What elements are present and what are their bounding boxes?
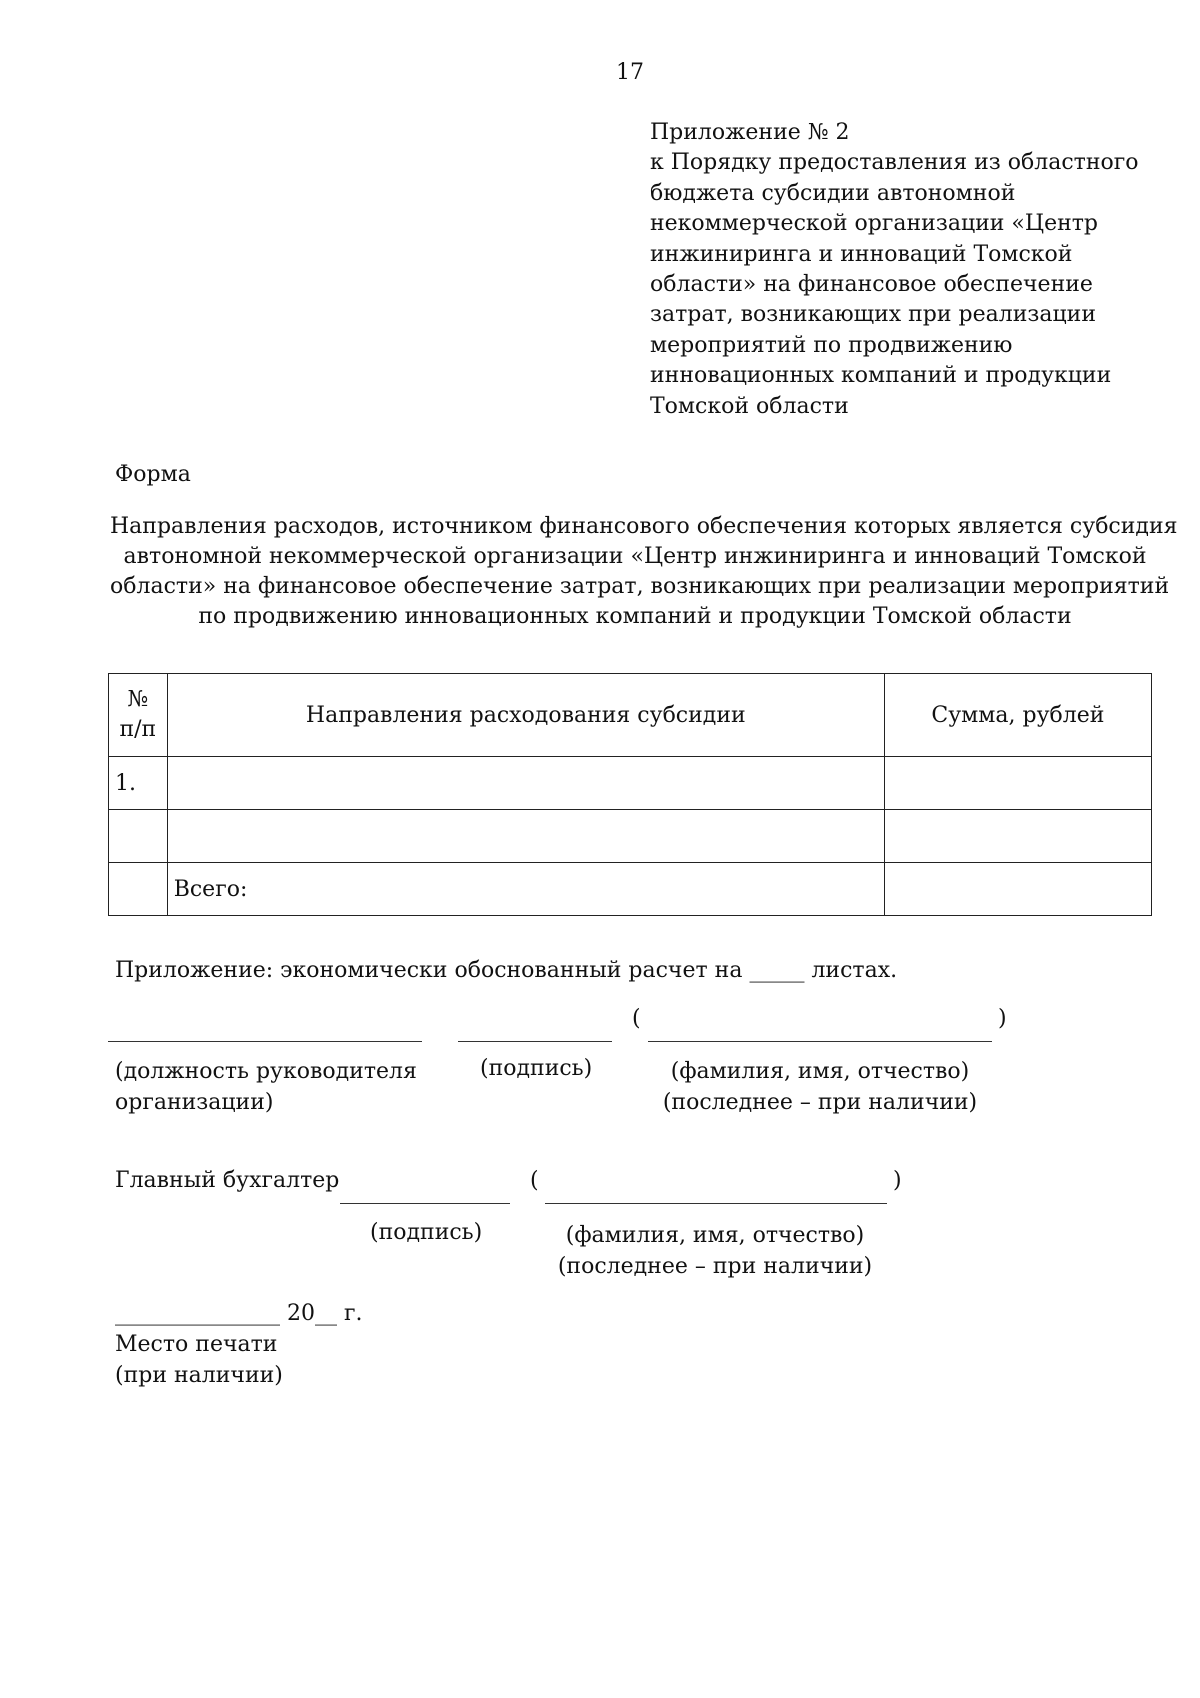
position-caption [115,1056,417,1118]
date-stamp-block [115,1298,363,1391]
date-line[interactable]: _______________ 20__ г. [115,1301,363,1326]
accountant-name-caption-line: (последнее – при наличии) [557,1254,873,1279]
form-title [110,512,1178,632]
annex-line: инновационных компаний и продукции [650,363,1112,389]
annex-line: Томской области [650,393,849,419]
header-number-symbol: № [127,687,149,712]
accountant-name-caption [555,1220,875,1282]
annex-line: некоммерческой организации «Центр [650,211,1099,237]
title-line: автономной некоммерческой организации «Центр инжиниринга и инноваций Томской [123,544,1147,569]
attachment-note [115,958,897,983]
stamp-note: (при наличии) [115,1363,283,1388]
header-number-abbr: п/п [119,717,157,742]
name-caption [660,1056,980,1118]
attachment-prefix: Приложение: экономически обоснованный расчет на [115,958,743,983]
annex-line: Приложение № 2 [650,120,850,145]
cell-number[interactable] [109,810,168,863]
accountant-label: Главный бухгалтер [115,1168,340,1193]
cell-total-sum[interactable] [884,863,1151,916]
annex-line: к Порядку предоставления из областного [650,150,1139,176]
header-number [109,674,168,757]
annex-header [650,118,1150,422]
expenses-table [108,673,1152,916]
position-caption-line: организации) [115,1090,274,1115]
title-line: области» на финансовое обеспечение затрат, возникающих при реализации мероприятий [110,574,1170,599]
header-direction: Направления расходования субсидии [167,674,884,757]
table-total-row [109,863,1152,916]
annex-line: мероприятий по продвижению [650,332,1013,358]
cell-sum[interactable] [884,757,1151,810]
name-field-line[interactable] [648,1041,992,1042]
page-number: 17 [616,60,644,85]
accountant-signature-caption: (подпись) [370,1220,483,1245]
cell-number[interactable]: 1. [109,757,168,810]
table-row [109,810,1152,863]
form-label: Форма [115,462,191,487]
table-row [109,757,1152,810]
header-sum: Сумма, рублей [884,674,1151,757]
accountant-name-caption-line: (фамилия, имя, отчество) [565,1223,865,1248]
title-line: Направления расходов, источником финансового обеспечения которых является субсидия [110,514,1178,539]
accountant-name-line[interactable] [545,1203,887,1204]
cell-direction[interactable] [167,757,884,810]
cell-number[interactable] [109,863,168,916]
name-caption-line: (фамилия, имя, отчество) [670,1059,970,1084]
signature-caption: (подпись) [480,1056,593,1081]
title-line: по продвижению инновационных компаний и продукции Томской области [198,604,1072,629]
cell-total-label: Всего: [167,863,884,916]
stamp-label: Место печати [115,1332,278,1357]
attachment-sheets-blank[interactable]: _____ [749,958,805,983]
annex-line: инжиниринга и инноваций Томской [650,241,1073,267]
close-paren: ) [998,1006,1007,1031]
attachment-suffix: листах. [811,958,898,983]
name-caption-line: (последнее – при наличии) [662,1090,978,1115]
table-header-row [109,674,1152,757]
cell-direction[interactable] [167,810,884,863]
annex-line: области» на финансовое обеспечение [650,272,1093,298]
accountant-signature-line[interactable] [340,1203,510,1204]
accountant-open-paren: ( [530,1168,539,1193]
signature-field-line[interactable] [458,1041,612,1042]
accountant-close-paren: ) [893,1168,902,1193]
annex-line: затрат, возникающих при реализации [650,302,1096,328]
cell-sum[interactable] [884,810,1151,863]
annex-line: бюджета субсидии автономной [650,180,1016,206]
position-field-line[interactable] [108,1041,422,1042]
open-paren: ( [632,1006,641,1031]
position-caption-line: (должность руководителя [115,1059,417,1084]
